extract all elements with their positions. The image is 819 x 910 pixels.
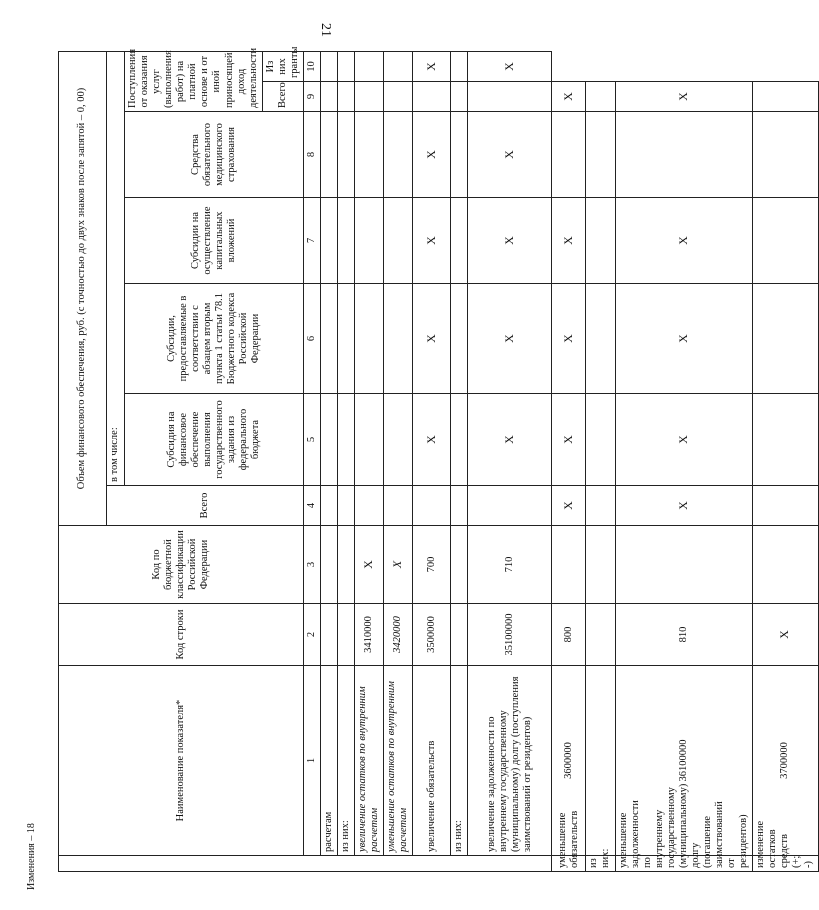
cell-c5: X — [552, 486, 586, 526]
row-name: уменьшение обязательств — [552, 856, 586, 872]
cell-c6: X — [552, 394, 586, 486]
cell-c4 — [615, 526, 753, 604]
cell-c10: X — [615, 82, 753, 112]
cell-c8: X — [615, 198, 753, 284]
header-volume-title: Объем финансового обеспечения, руб. (с точностью до двух знаков после запятой – 0, 00) — [59, 51, 107, 525]
cell-c8: X — [468, 112, 552, 198]
cell-c7: X — [468, 198, 552, 284]
footer-text: Изменения – 18 — [26, 823, 37, 890]
col-number: 8 — [303, 112, 320, 198]
header-incl: в том числе: — [107, 51, 125, 485]
row-code: 36100000 — [615, 666, 753, 856]
row-name: расчетам — [320, 666, 337, 856]
row-code: 35100000 — [468, 604, 552, 666]
col-number: 10 — [303, 51, 320, 81]
row-name: уменьшение остатков по внутренним расчетам — [384, 666, 413, 856]
row-name: из них: — [586, 856, 615, 872]
row-name: увеличение задолженности по внутреннему государственному (муниципальному) долгу (поступления заимствований от резидентов) — [468, 666, 552, 856]
footer — [6, 823, 66, 910]
cell-c5 — [753, 486, 818, 526]
header-income-grants: Из них гранты — [262, 51, 303, 81]
row-name: уменьшение задолженности по внутреннему государственному (муниципальному) долгу (погашение заимствований от резидентов) — [615, 856, 753, 872]
row-code: 3700000 — [753, 666, 818, 856]
table-row — [615, 51, 753, 871]
cell-c5: X — [615, 486, 753, 526]
cell-c4 — [753, 526, 818, 604]
row-kbk: X — [753, 604, 818, 666]
cell-c8: X — [413, 112, 451, 198]
cell-c7: X — [615, 284, 753, 394]
cell-c6: X — [413, 284, 451, 394]
header-oms: Средства обязательного медицинского страхования — [125, 112, 304, 198]
header-subsidy-78: Субсидии, предоставляемые в соответствии с абзацем вторым пункта 1 статьи 78.1 Бюджетного кодекса Российской Федерации — [125, 284, 304, 394]
row-kbk: 810 — [615, 604, 753, 666]
row-kbk: 800 — [552, 604, 586, 666]
finance-table-rotated-2 — [58, 52, 613, 872]
cell-c8: X — [552, 198, 586, 284]
cell-c9 — [753, 112, 818, 198]
row-name: увеличение остатков по внутренним расчетам — [355, 666, 384, 856]
row-code: 3500000 — [413, 604, 451, 666]
col-number: 7 — [303, 198, 320, 284]
header-income-total: Всего — [262, 82, 303, 112]
header-row-code: Код строки — [59, 604, 304, 666]
cell-c8 — [753, 198, 818, 284]
header-subsidy-capital: Субсидии на осуществление капитальных вложений — [125, 198, 304, 284]
cell-c6 — [753, 394, 818, 486]
cell-c5: X — [413, 394, 451, 486]
cell-c10: X — [468, 51, 552, 81]
cell-c10: X — [413, 51, 451, 81]
header-indicator: Наименование показателя* — [59, 666, 304, 856]
col-number: 1 — [303, 666, 320, 856]
header-subsidy-task: Субсидия на финансовое обеспечение выполнения государственного задания из федерального бюджета — [125, 394, 304, 486]
cell-c7 — [753, 284, 818, 394]
row-kbk: 710 — [468, 526, 552, 604]
col-number: 3 — [303, 526, 320, 604]
row-name: увеличение обязательств — [413, 666, 451, 856]
cell-c10: X — [552, 82, 586, 112]
col-number: 4 — [303, 486, 320, 526]
page-number: 21 — [318, 23, 333, 37]
cell-c5: X — [468, 394, 552, 486]
header-total: Всего — [107, 486, 304, 526]
cell-c6: X — [615, 394, 753, 486]
cell-c9 — [615, 112, 753, 198]
row-name: из них: — [338, 666, 355, 856]
cell-c7: X — [413, 198, 451, 284]
row-kbk: X — [384, 526, 413, 604]
col-number: 2 — [303, 604, 320, 666]
row-code: 3600000 — [552, 666, 586, 856]
header-budget-code: Код по бюджетной классификации Российской Федерации — [59, 526, 304, 604]
cell-c7: X — [552, 284, 586, 394]
row-code: 3420000 — [384, 604, 413, 666]
cell-c6: X — [468, 284, 552, 394]
row-code: 3410000 — [355, 604, 384, 666]
header-income: Поступления от оказания услуг (выполнения работ) на платной основе и от иной приносящей доход деятельности — [125, 51, 263, 111]
col-number: 5 — [303, 394, 320, 486]
table-row — [753, 51, 818, 871]
col-number: 9 — [303, 82, 320, 112]
cell-c10 — [753, 82, 818, 112]
row-kbk: X — [355, 526, 384, 604]
row-name: из них: — [451, 666, 468, 856]
row-name: изменение остатков средств (+; -) — [753, 856, 818, 872]
col-number: 6 — [303, 284, 320, 394]
row-kbk: 700 — [413, 526, 451, 604]
